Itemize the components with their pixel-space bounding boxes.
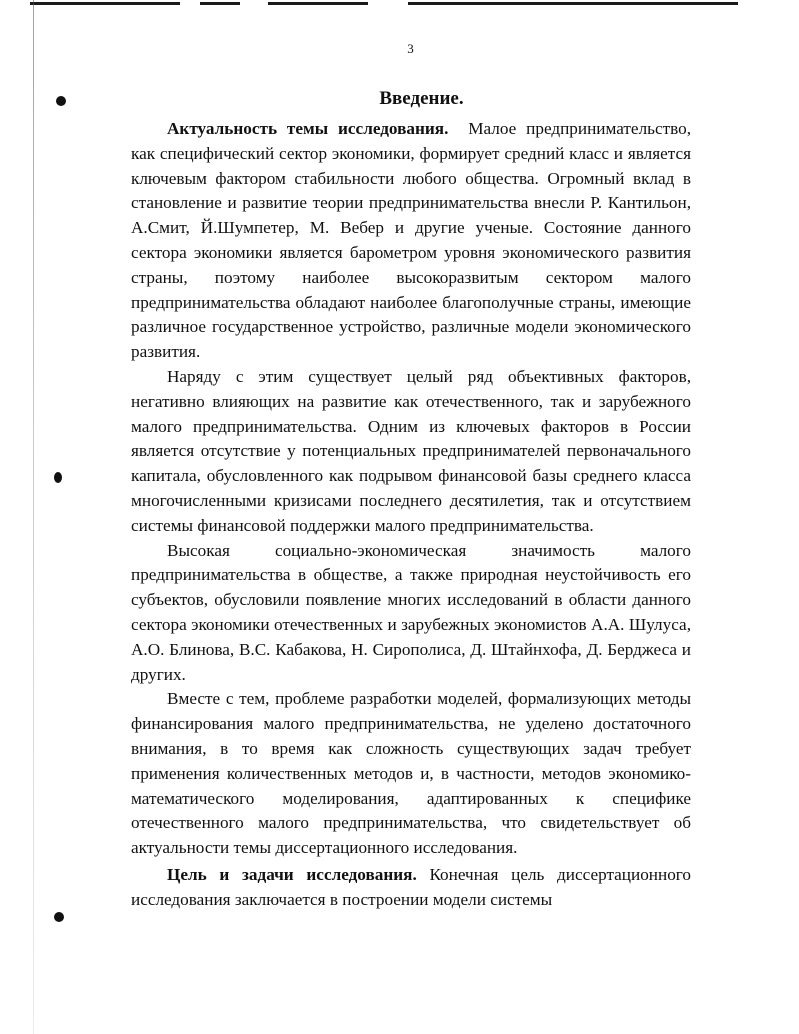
paragraph-relevance	[131, 117, 691, 365]
paragraph-significance	[131, 539, 691, 688]
paragraph-text: Вместе с тем, проблеме разработки моделей, формализующих методы финансирования малого предпринимательства, не уделено достаточного внимания, в то время как сложность существующих задач требует применения количественных методов и, в частности, методов экономико-математического моделирования, адаптированных к специфике отечественного малого предпринимательства, что свидетельствует об актуальности темы диссертационного исследования.	[131, 689, 691, 858]
scan-left-edge	[33, 0, 34, 1034]
paragraph-goals	[131, 863, 691, 913]
paragraph-text: Высокая социально-экономическая значимость малого предпринимательства в обществе, а также природная неустойчивость его субъектов, обусловили появление многих исследований в области данного сектора экономики отечественных и зарубежных экономистов А.А. Шулуса, А.О. Блинова, В.С. Кабакова, Н. Сирополиса, Д. Штайнхофа, Д. Берджеса и других.	[131, 540, 691, 684]
punch-hole	[54, 472, 62, 483]
page-number: 3	[407, 41, 414, 56]
paragraph-lead: Цель и задачи исследования.	[167, 864, 417, 884]
paragraph-modeling	[131, 687, 691, 861]
paragraph-lead: Актуальность темы исследования.	[167, 119, 449, 138]
scan-top-edge-line	[30, 2, 180, 5]
document-body	[131, 117, 691, 913]
scan-top-edge-line	[408, 2, 738, 5]
paragraph-text: Малое предпринимательство, как специфический сектор экономики, формирует средний класс и является ключевым фактором стабильности любого общества. Огромный вклад в становление и развитие теории предпринимательства внесли Р. Кантильон, А.Смит, Й.Шумпетер, М. Вебер и другие ученые. Состояние данного сектора экономики является барометром уровня экономического развития страны, поэтому наиболее высокоразвитым сектором малого предпринимательства обладают наиболее благополучные страны, имеющие различное государственное устройство, различные модели экономического развития.	[131, 119, 692, 362]
paragraph-factors	[131, 365, 691, 539]
paragraph-text: Наряду с этим существует целый ряд объективных факторов, негативно влияющих на развитие как отечественного, так и зарубежного малого предпринимательства. Одним из ключевых факторов в России является отсутствие у потенциальных предпринимателей первоначального капитала, обусловленного как подрывом финансовой базы среднего класса многочисленными кризисами последнего десятилетия, так и отсутствием системы финансовой поддержки малого предпринимательства.	[131, 366, 691, 535]
paragraph-text: Конечная цель диссертационного исследования заключается в построении модели системы	[131, 864, 692, 909]
page-title: Введение.	[379, 88, 464, 109]
scan-top-edge-line	[268, 2, 368, 5]
punch-hole	[54, 912, 64, 922]
scan-top-edge-line	[200, 2, 240, 5]
